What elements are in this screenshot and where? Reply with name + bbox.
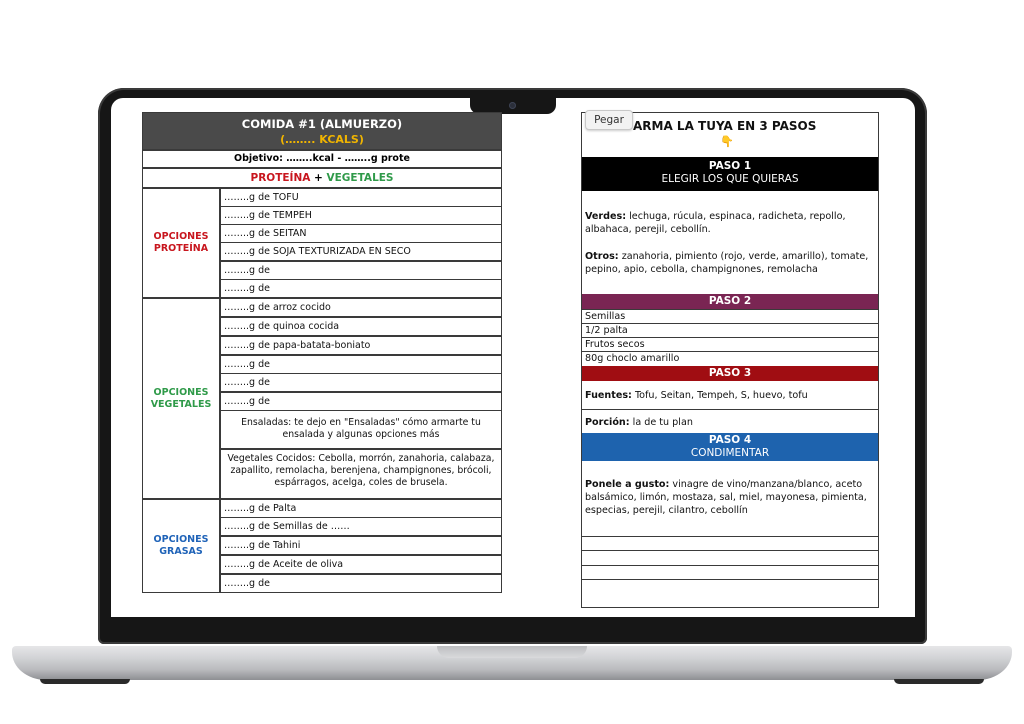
portion-label: Porción:: [585, 417, 630, 428]
greens-label: Verdes:: [585, 211, 627, 222]
vegetable-options-label: [142, 298, 220, 499]
plus-sign: +: [314, 172, 323, 184]
step3-heading: PASO 3: [708, 367, 752, 379]
trackpad-lip: [437, 646, 587, 658]
meal-objective: Objetivo: ……..kcal - ……..g prote: [142, 150, 502, 168]
step4-heading: PASO 4: [708, 434, 752, 446]
webcam-icon: [509, 102, 516, 109]
blank-line: [582, 579, 878, 580]
vegetables-word: VEGETALES: [326, 172, 394, 184]
fat-row[interactable]: ……..g de Palta: [220, 499, 502, 518]
protein-label-line1: OPCIONES: [153, 231, 209, 242]
step2-item: Frutos secos: [582, 337, 878, 351]
step3-divider: [582, 409, 878, 410]
fats-label-line1: OPCIONES: [153, 534, 209, 545]
step1-others: [585, 250, 875, 276]
vegetable-row[interactable]: ……..g de: [220, 392, 502, 411]
sources-label: Fuentes:: [585, 390, 632, 401]
meal-kcals: (…….. KCALS): [280, 133, 364, 146]
vegetable-row[interactable]: ……..g de arroz cocido: [220, 298, 502, 317]
step1-band: [582, 157, 878, 191]
veg-label-line1: OPCIONES: [153, 386, 209, 398]
protein-row[interactable]: ……..g de TEMPEH: [220, 206, 502, 225]
pointing-down-icon: 👇: [720, 135, 734, 148]
fat-row[interactable]: ……..g de Semillas de ……: [220, 517, 502, 536]
sources-text: Tofu, Seitan, Tempeh, S, huevo, tofu: [634, 390, 808, 401]
meal-composition: [142, 168, 502, 188]
step3-sources: [585, 389, 875, 402]
vegetable-row[interactable]: ……..g de papa-batata-boniato: [220, 336, 502, 355]
fat-row[interactable]: ……..g de: [220, 574, 502, 593]
salads-note: Ensaladas: te dejo en "Ensaladas" cómo armarte tu ensalada y algunas opciones más: [220, 410, 502, 449]
fats-label-line2: GRASAS: [159, 546, 203, 557]
blank-line: [582, 536, 878, 537]
step1-greens: [585, 210, 875, 236]
vegetable-row[interactable]: ……..g de: [220, 373, 502, 392]
step2-item: 1/2 palta: [582, 323, 878, 337]
step2-band: [582, 294, 878, 309]
portion-text: la de tu plan: [632, 417, 693, 428]
fat-row[interactable]: ……..g de Aceite de oliva: [220, 555, 502, 574]
step1-subheading: ELEGIR LOS QUE QUIERAS: [661, 173, 799, 185]
step4-subheading: CONDIMENTAR: [690, 447, 770, 459]
protein-row[interactable]: ……..g de: [220, 279, 502, 298]
greens-text: lechuga, rúcula, espinaca, radicheta, repollo, albahaca, perejil, cebollín.: [585, 211, 846, 235]
veg-label-line2: VEGETALES: [150, 398, 212, 410]
blank-line: [582, 550, 878, 551]
step3-portion: [585, 416, 875, 429]
meal-header: [142, 112, 502, 150]
step4-band: [582, 433, 878, 461]
step3-band: [582, 366, 878, 381]
blank-line: [582, 565, 878, 566]
others-label: Otros:: [585, 251, 619, 262]
others-text: zanahoria, pimiento (rojo, verde, amarillo), tomate, pepino, apio, cebolla, champignones, remolacha: [585, 251, 869, 275]
step4-seasoning: [585, 478, 875, 517]
vegetable-row[interactable]: ……..g de quinoa cocida: [220, 317, 502, 336]
protein-row[interactable]: ……..g de SEITAN: [220, 224, 502, 243]
season-label: Ponele a gusto:: [585, 479, 670, 490]
vegetable-row[interactable]: ……..g de: [220, 355, 502, 374]
protein-word: PROTEÍNA: [250, 172, 311, 184]
laptop-foot-left: [40, 679, 130, 684]
step1-heading: PASO 1: [708, 160, 752, 172]
step2-item: 80g choclo amarillo: [582, 351, 878, 365]
protein-row[interactable]: ……..g de: [220, 261, 502, 280]
step2-heading: PASO 2: [708, 295, 752, 307]
fat-options-label: [142, 499, 220, 593]
laptop-foot-right: [894, 679, 984, 684]
meal-title: COMIDA #1 (ALMUERZO): [241, 117, 403, 131]
season-text: vinagre de vino/manzana/blanco, aceto balsámico, limón, mostaza, sal, miel, mayonesa, pimienta, especias, perejil, cilantro, cebollín: [585, 479, 867, 516]
protein-label-line2: PROTEÍNA: [153, 243, 209, 254]
protein-options-label: [142, 188, 220, 298]
fat-row[interactable]: ……..g de Tahini: [220, 536, 502, 555]
cooked-vegetables-note: Vegetales Cocidos: Cebolla, morrón, zanahoria, calabaza, zapallito, remolacha, berenjena, champignones, brócoli, espárragos, acelga, coles de brusela.: [220, 449, 502, 499]
protein-row[interactable]: ……..g de TOFU: [220, 188, 502, 207]
steps-title: ARMA LA TUYA EN 3 PASOS: [633, 119, 817, 133]
step2-item: Semillas: [582, 309, 878, 323]
protein-row[interactable]: ……..g de SOJA TEXTURIZADA EN SECO: [220, 242, 502, 261]
paste-button[interactable]: Pegar: [585, 110, 633, 130]
